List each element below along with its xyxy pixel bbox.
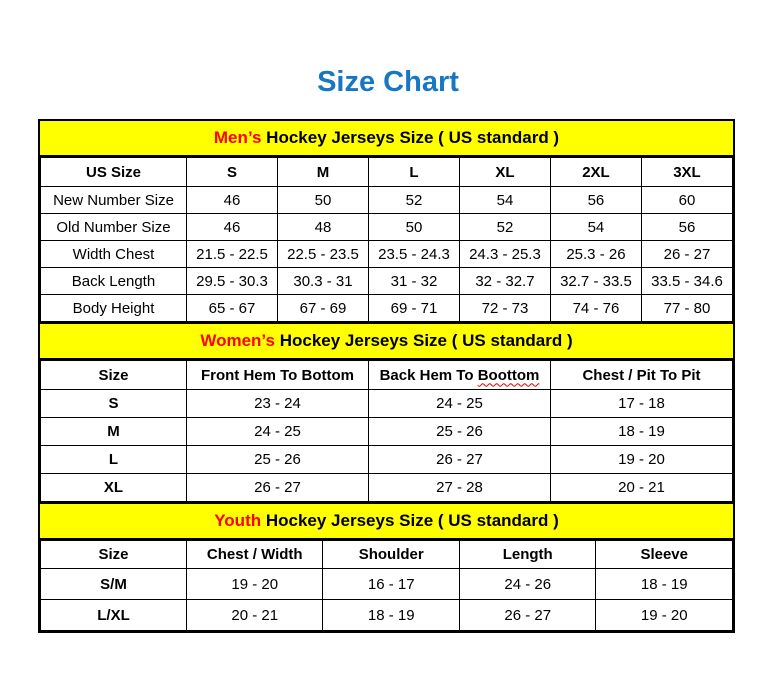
youth-col-header: Shoulder	[323, 541, 459, 569]
table-row	[41, 569, 733, 600]
page-title: Size Chart	[317, 66, 459, 98]
table-cell: 26 - 27	[641, 241, 732, 268]
table-cell: 52	[368, 187, 459, 214]
row-label: Old Number Size	[41, 214, 187, 241]
table-cell: 20 - 21	[187, 600, 323, 631]
table-cell: 24 - 25	[368, 390, 550, 418]
table-cell: 25 - 26	[368, 418, 550, 446]
mens-section-title	[214, 128, 559, 148]
row-label: L/XL	[41, 600, 187, 631]
row-label: S	[41, 390, 187, 418]
mens-accent-word: Men’s	[213, 128, 262, 147]
youth-col-header: Length	[459, 541, 595, 569]
table-cell: 67 - 69	[278, 295, 369, 322]
youth-section-header	[40, 502, 733, 540]
table-row	[41, 295, 733, 322]
table-row	[41, 241, 733, 268]
womens-header-row	[41, 361, 733, 390]
row-label: New Number Size	[41, 187, 187, 214]
table-cell: 50	[278, 187, 369, 214]
table-cell: 19 - 20	[596, 600, 733, 631]
table-cell: 54	[550, 214, 641, 241]
table-cell: 56	[641, 214, 732, 241]
table-cell: 26 - 27	[368, 446, 550, 474]
youth-col-header: Chest / Width	[187, 541, 323, 569]
table-row	[41, 390, 733, 418]
table-cell: 72 - 73	[459, 295, 550, 322]
table-cell: 31 - 32	[368, 268, 459, 295]
table-cell: 33.5 - 34.6	[641, 268, 732, 295]
womens-section-header	[40, 322, 733, 360]
mens-col-header: L	[368, 158, 459, 187]
womens-col-header: Chest / Pit To Pit	[550, 361, 732, 390]
table-row	[41, 474, 733, 502]
table-cell: 18 - 19	[550, 418, 732, 446]
mens-col-header: XL	[459, 158, 550, 187]
row-label: S/M	[41, 569, 187, 600]
table-cell: 18 - 19	[596, 569, 733, 600]
row-label: Width Chest	[41, 241, 187, 268]
mens-title-rest: Hockey Jerseys Size ( US standard )	[266, 128, 560, 147]
youth-section-title	[214, 511, 559, 531]
table-cell: 46	[187, 187, 278, 214]
table-cell: 19 - 20	[550, 446, 732, 474]
table-cell: 69 - 71	[368, 295, 459, 322]
table-cell: 27 - 28	[368, 474, 550, 502]
table-cell: 16 - 17	[323, 569, 459, 600]
womens-size-table	[40, 360, 733, 502]
misspelled-word: Boottom	[477, 366, 540, 384]
womens-accent-word: Women’s	[200, 331, 275, 350]
table-cell: 26 - 27	[187, 474, 369, 502]
row-label: Back Length	[41, 268, 187, 295]
table-row	[41, 418, 733, 446]
table-row	[41, 600, 733, 631]
table-row	[41, 214, 733, 241]
youth-accent-word: Youth	[214, 511, 262, 530]
table-cell: 46	[187, 214, 278, 241]
table-row	[41, 187, 733, 214]
mens-size-table	[40, 157, 733, 322]
youth-size-table	[40, 540, 733, 631]
table-cell: 29.5 - 30.3	[187, 268, 278, 295]
table-cell: 54	[459, 187, 550, 214]
mens-col-header: US Size	[41, 158, 187, 187]
table-cell: 50	[368, 214, 459, 241]
youth-title-rest: Hockey Jerseys Size ( US standard )	[265, 511, 559, 530]
table-cell: 77 - 80	[641, 295, 732, 322]
mens-col-header: 3XL	[641, 158, 732, 187]
mens-section-header	[40, 121, 733, 157]
row-label: Body Height	[41, 295, 187, 322]
row-label: XL	[41, 474, 187, 502]
womens-col-header: Size	[41, 361, 187, 390]
row-label: L	[41, 446, 187, 474]
youth-col-header: Sleeve	[596, 541, 733, 569]
table-cell: 23.5 - 24.3	[368, 241, 459, 268]
table-cell: 17 - 18	[550, 390, 732, 418]
mens-col-header: M	[278, 158, 369, 187]
table-cell: 60	[641, 187, 732, 214]
womens-col-header-text: Back Hem To	[379, 366, 474, 384]
table-cell: 25 - 26	[187, 446, 369, 474]
table-cell: 30.3 - 31	[278, 268, 369, 295]
table-cell: 22.5 - 23.5	[278, 241, 369, 268]
womens-title-rest: Hockey Jerseys Size ( US standard )	[279, 331, 573, 350]
table-cell: 24 - 26	[459, 569, 595, 600]
table-cell: 19 - 20	[187, 569, 323, 600]
table-cell: 23 - 24	[187, 390, 369, 418]
table-cell: 32 - 32.7	[459, 268, 550, 295]
table-cell: 32.7 - 33.5	[550, 268, 641, 295]
womens-col-header	[368, 361, 550, 390]
mens-col-header: 2XL	[550, 158, 641, 187]
womens-section-title	[200, 331, 572, 351]
table-cell: 48	[278, 214, 369, 241]
table-cell: 74 - 76	[550, 295, 641, 322]
table-cell: 52	[459, 214, 550, 241]
table-cell: 18 - 19	[323, 600, 459, 631]
youth-col-header: Size	[41, 541, 187, 569]
row-label: M	[41, 418, 187, 446]
mens-col-header: S	[187, 158, 278, 187]
table-cell: 24.3 - 25.3	[459, 241, 550, 268]
table-cell: 21.5 - 22.5	[187, 241, 278, 268]
youth-header-row	[41, 541, 733, 569]
table-cell: 56	[550, 187, 641, 214]
table-cell: 25.3 - 26	[550, 241, 641, 268]
size-chart-tables	[38, 119, 735, 633]
mens-header-row	[41, 158, 733, 187]
table-cell: 65 - 67	[187, 295, 278, 322]
table-row	[41, 268, 733, 295]
table-row	[41, 446, 733, 474]
table-cell: 20 - 21	[550, 474, 732, 502]
table-cell: 24 - 25	[187, 418, 369, 446]
table-cell: 26 - 27	[459, 600, 595, 631]
womens-col-header: Front Hem To Bottom	[187, 361, 369, 390]
